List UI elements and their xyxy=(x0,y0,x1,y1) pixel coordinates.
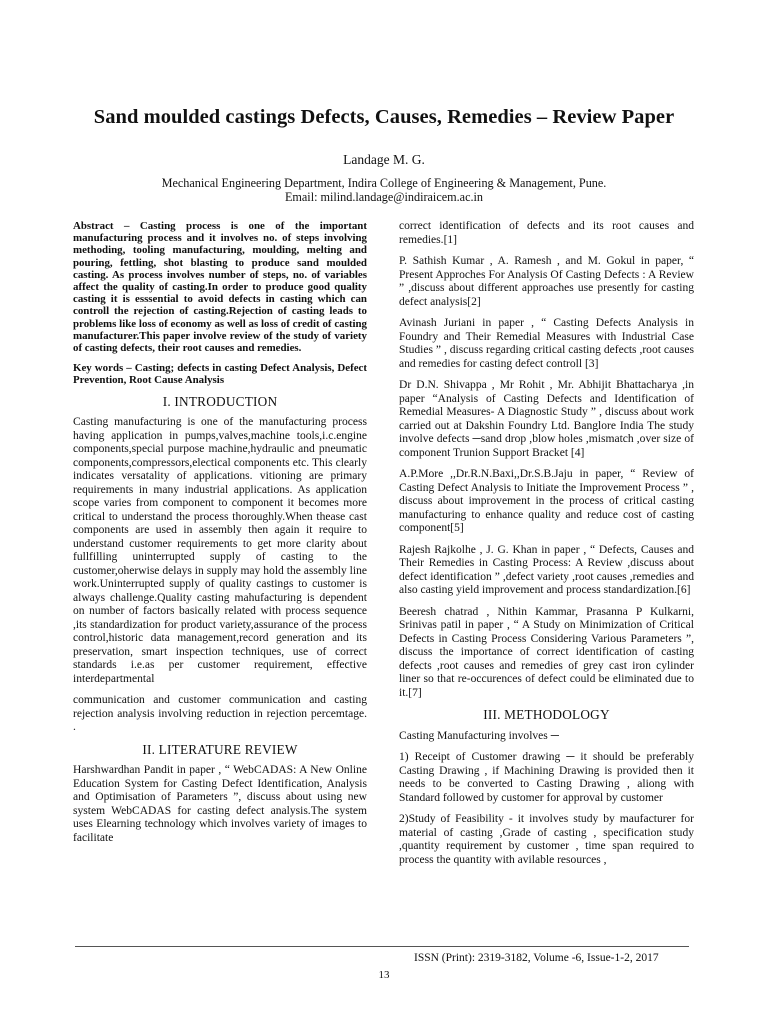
author-name: Landage M. G. xyxy=(343,152,425,167)
paragraph: 1) Receipt of Customer drawing ─ it should be preferably Casting Drawing , if Machining Drawing is provided then it needs to be converted to Casting Drawing , aliong with Standard followed by customer for approval by customer xyxy=(399,751,694,804)
paragraph: 2)Study of Feasibility - it involves study by maufacturer for material of casting ,Grade of casting , specification study ,quantity requirement by customer , time span required to process the quantity with avilable resources , xyxy=(399,813,694,866)
right-column xyxy=(399,220,694,875)
footer-rule xyxy=(75,946,689,947)
paragraph: Dr D.N. Shivappa , Mr Rohit , Mr. Abhijit Bhattacharya ,in paper “Analysis of Casting Defects and Identification of Remedial Measures- A Diagnostic Study ” , discuss about work carried out at Dakshin Foundry Ltd. Banglore India The study involve defects ─sand drop ,blow holes ,mismatch ,over size of component Trunion Support Bracket [4] xyxy=(399,379,694,459)
email: Email: milind.landage@indiraicem.ac.in xyxy=(284,190,484,204)
paragraph: Casting Manufacturing involves ─ xyxy=(399,729,559,742)
paragraph: communication and customer communication and casting rejection analysis involving reduction in rejection percemtage. . xyxy=(73,694,367,734)
affiliation: Mechanical Engineering Department, Indira College of Engineering & Management, Pune. xyxy=(161,176,607,190)
keywords: Key words – Casting; defects in casting Defect Analysis, Defect Prevention, Root Cause Analysis xyxy=(73,362,367,387)
section-heading-literature-review: II. LITERATURE REVIEW xyxy=(142,741,298,757)
paragraph: A.P.More ,,Dr.R.N.Baxi,,Dr.S.B.Jaju in paper, “ Review of Casting Defect Analysis to Initiate the Improvement Process ” , discuss about improvement in the process of critical casting manufacturing to enhance quality and reduce cost of casting component[5] xyxy=(399,468,694,534)
author-affiliation-block xyxy=(40,176,728,204)
paragraph: P. Sathish Kumar , A. Ramesh , and M. Gokul in paper, “ Present Approches For Analysis Of Casting Defects : A Review ” ,discuss about different approaches use presently for casting defect analysis[2] xyxy=(399,255,694,308)
section-heading-introduction: I. INTRODUCTION xyxy=(162,393,278,409)
paragraph: correct identification of defects and its root causes and remedies.[1] xyxy=(399,220,694,246)
section-heading-methodology: III. METHODOLOGY xyxy=(483,707,610,722)
paragraph: Rajesh Rajkolhe , J. G. Khan in paper , “ Defects, Causes and Their Remedies in Casting Process: A Review ,discuss about defect identification ” ,defect variety ,root causes ,remedies and also casting yield improvement and process standardization.[6] xyxy=(399,543,694,596)
paragraph: Harshwardhan Pandit in paper , “ WebCADAS: A New Online Education System for Casting Defect Identification, Analysis and Optimisation of Parameters ”, discuss about using new system WebCADAS for casting defect analysis.The system uses Elearning technology which involves variety of images to facilitate xyxy=(73,764,367,844)
paragraph: Casting manufacturing is one of the manufacturing process having application in pumps,valves,machine tools,i.c.engine components,special purpose machine,hydraulic and pneumatic components,compressors,electical components etc. This clearly indicates versatality of applications. vitioning are primary requirements in many industrial applications. As application scope varies from component to component it becomes more critical to understand the process thoroughly.When thease cast components are used in assembly then again it require to understand customer requirements to get more clarity about fullfilling uninterrupted supply of casting to the customer,oherwise delays in supply may hold the assembly line work.Uninterrupted supply of quality castings to customer is always challenge.Quality casting mahufacturing is dependent on number of factors basically related with process sequence ,its standardization for product variety,assurance of the process control,historic data management,record generation and its preservation, smart inspection techniques, use of correct standards i.e.as per customer requirement, effective interdepartmental xyxy=(73,416,367,685)
page-number: 13 xyxy=(378,969,390,981)
paragraph: Beeresh chatrad , Nithin Kammar, Prasanna P Kulkarni, Srinivas patil in paper , “ A Study on Minimization of Critical Defects in Casting Process Considering Various Parameters ”, discuss the importance of correct identification of casting defects ,root causes and remedies of grey cast iron cylinder liner so that re-occurences of defect could be eliminated due to it.[7] xyxy=(399,605,694,699)
paper-title: Sand moulded castings Defects, Causes, Remedies – Review Paper xyxy=(93,106,675,128)
issn-info: ISSN (Print): 2319-3182, Volume -6, Issue-1-2, 2017 xyxy=(414,952,659,964)
left-column xyxy=(73,220,367,853)
abstract: Abstract – Casting process is one of the important manufacturing process and it involves no. of steps involving methoding, tooling manufacturing, moulding, melting and pouring, fettling, shot blasting to produce sand moulded casting. As process involves number of steps, no. of variables affect the quality of casting.In order to produce good quality casting it is esssential to avoid defects in casting which can controll the rejection of casting.Rejection of casting leads to problems like loss of economy as well as loss of credit of casting manufacturer.This paper involve review of the study of variety of casting defects, their root causes and remedies. xyxy=(73,220,367,355)
paragraph: Avinash Juriani in paper , “ Casting Defects Analysis in Foundry and Their Remedial Measures with Industrial Case Studies ” , discuss regarding critical casting defects ,root causes and remedies for casting defect controll [3] xyxy=(399,317,694,370)
